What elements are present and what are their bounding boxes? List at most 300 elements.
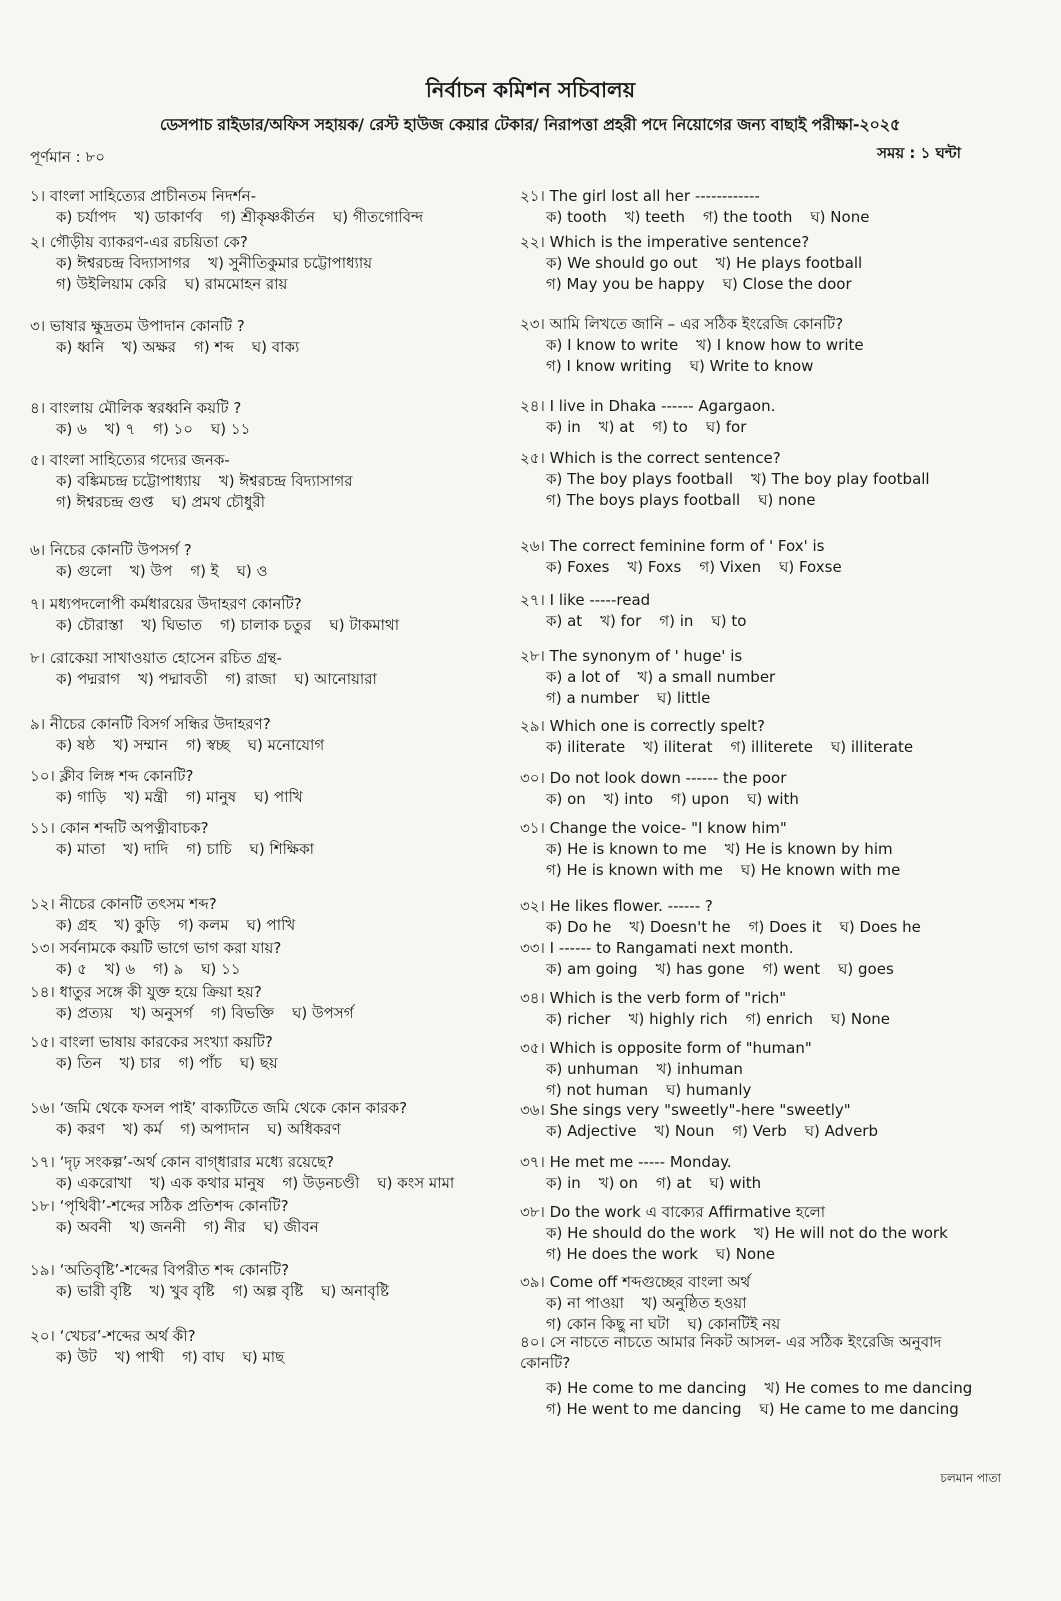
answer-option: খ) চার [119, 1054, 161, 1072]
answer-option: ক) He is known to me [546, 840, 707, 858]
answer-option: গ) the tooth [702, 208, 793, 226]
answer-option: ক) We should go out [546, 254, 698, 272]
answer-option: খ) teeth [624, 208, 685, 226]
answer-option: ক) richer [546, 1010, 611, 1028]
question-item [520, 1202, 1020, 1265]
answer-option: গ) ঈশ্বরচন্দ্র গুপ্ত [56, 493, 154, 511]
question-item [30, 316, 500, 358]
answer-option: ক) গাড়ি [56, 788, 107, 806]
answer-options [520, 207, 1020, 228]
answer-option: গ) কোন কিছু না ঘটা [546, 1315, 670, 1333]
question-item [520, 1038, 1020, 1101]
question-item [30, 1196, 500, 1238]
answer-options [30, 1347, 500, 1368]
answer-options [520, 959, 1020, 980]
answer-option: খ) সুনীতিকুমার চট্টোপাধ্যায় [208, 254, 373, 272]
answer-options [30, 787, 500, 808]
answer-options [520, 917, 1020, 938]
answer-option: ক) চৌরাস্তা [56, 616, 124, 634]
answer-option: গ) বাঘ [182, 1348, 225, 1366]
answer-option: গ) He is known with me [546, 861, 723, 879]
option-row [546, 1009, 1020, 1030]
answer-options [30, 1003, 500, 1024]
option-row [56, 839, 500, 860]
option-row [546, 688, 1020, 709]
answer-option: ঘ) বাক্য [251, 338, 300, 356]
answer-option: ঘ) পাখি [246, 916, 296, 934]
answer-option: ঘ) illiterate [830, 738, 914, 756]
answer-option: ঘ) Does he [839, 918, 921, 936]
answer-option: গ) He went to me dancing [546, 1400, 742, 1418]
answer-option: খ) অক্ষর [122, 338, 177, 356]
option-row [56, 1003, 500, 1024]
answer-options [520, 469, 1020, 511]
full-marks: পূর্ণমান : ৮০ [30, 148, 105, 166]
answer-option: ঘ) রামমোহন রায় [184, 275, 288, 293]
question-text: ১৮। ‘পৃথিবী’-শব্দের সঠিক প্রতিশব্দ কোনটি? [30, 1197, 289, 1215]
answer-option: ঘ) ছয় [239, 1054, 278, 1072]
question-item [30, 714, 500, 756]
page-title: নির্বাচন কমিশন সচিবালয় [425, 78, 636, 102]
answer-option: গ) Vixen [699, 558, 762, 576]
answer-option: ঘ) to [711, 612, 747, 630]
answer-option: খ) পাখী [114, 1348, 165, 1366]
answer-option: ক) a lot of [546, 668, 620, 686]
answer-option: খ) মন্ত্রী [124, 788, 168, 806]
answer-option: ক) তিন [56, 1054, 102, 1072]
answer-options [520, 1293, 1020, 1335]
option-row [56, 1347, 500, 1368]
answer-option: গ) অপাদান [180, 1120, 250, 1138]
option-row [546, 667, 1020, 688]
answer-option: ক) ভারী বৃষ্টি [56, 1282, 132, 1300]
answer-option: ঘ) humanly [666, 1081, 752, 1099]
question-item [520, 896, 1020, 938]
question-item [520, 186, 1020, 228]
answer-option: খ) কুড়ি [114, 916, 161, 934]
answer-option: ক) গুলো [56, 562, 112, 580]
answer-option: খ) has gone [655, 960, 745, 978]
answer-option: খ) অনুষ্ঠিত হওয়া [641, 1294, 747, 1312]
option-row [546, 274, 1020, 295]
answer-option: গ) স্বচ্ছ [186, 736, 230, 754]
option-row [546, 207, 1020, 228]
answer-option: গ) at [655, 1174, 692, 1192]
answer-option: গ) May you be happy [546, 275, 705, 293]
question-text: ১০। ক্লীব লিঙ্গ শব্দ কোনটি? [30, 767, 194, 785]
question-text: ৩৯। Come off শব্দগুচ্ছের বাংলা অর্থ [520, 1273, 751, 1291]
answer-option: খ) into [603, 790, 654, 808]
option-row [56, 207, 500, 228]
question-item [30, 232, 500, 295]
question-text-continued: কোনটি? [520, 1354, 571, 1372]
option-row [546, 1223, 1020, 1244]
answer-option: গ) Verb [732, 1122, 787, 1140]
option-row [56, 1119, 500, 1140]
question-text: ১। বাংলা সাহিত্যের প্রাচীনতম নিদর্শন- [30, 187, 256, 205]
question-item [30, 1152, 500, 1194]
answer-option: গ) বিভক্তি [210, 1004, 275, 1022]
option-row [546, 1293, 1020, 1314]
question-text: ৩। ভাষার ক্ষুদ্রতম উপাদান কোনটি ? [30, 317, 245, 335]
question-text: ৩১। Change the voice- "I know him" [520, 819, 787, 837]
answer-option: খ) I know how to write [696, 336, 864, 354]
answer-option: গ) upon [671, 790, 730, 808]
answer-option: ক) in [546, 418, 581, 436]
question-item [30, 938, 500, 980]
answer-option: ক) প্রত্যয় [56, 1004, 113, 1022]
answer-options [30, 959, 500, 980]
option-row [56, 735, 500, 756]
answer-option: গ) ই [190, 562, 219, 580]
answer-option: খ) He comes to me dancing [764, 1379, 973, 1397]
answer-option: গ) in [659, 612, 694, 630]
answer-option: গ) The boys plays football [546, 491, 741, 509]
question-item [30, 982, 500, 1024]
answer-option: খ) খুব বৃষ্টি [149, 1282, 215, 1300]
answer-options [520, 557, 1020, 578]
answer-option: ক) Foxes [546, 558, 610, 576]
question-item [520, 448, 1020, 511]
answer-option: ঘ) জীবন [263, 1218, 319, 1236]
option-row [546, 959, 1020, 980]
question-item [30, 1260, 500, 1302]
question-text: ৩৭। He met me ----- Monday. [520, 1153, 732, 1171]
option-row [56, 615, 500, 636]
question-text: ১৩। সর্বনামকে কয়টি ভাগে ভাগ করা যায়? [30, 939, 282, 957]
question-text: ১৯। ‘অতিবৃষ্টি’-শব্দের বিপরীত শব্দ কোনটি? [30, 1261, 290, 1279]
question-text: ২৭। I like -----read [520, 591, 651, 609]
answer-option: ঘ) কোনটিই নয় [687, 1315, 781, 1333]
question-text: ৩২। He likes flower. ------ ? [520, 897, 713, 915]
option-row [56, 274, 500, 295]
answer-option: ক) Adjective [546, 1122, 637, 1140]
answer-options [30, 207, 500, 228]
answer-option: ঘ) গীতগোবিন্দ [332, 208, 424, 226]
answer-option: ক) I know to write [546, 336, 679, 354]
answer-option: ঘ) কংস মামা [377, 1174, 455, 1192]
answer-option: খ) Noun [654, 1122, 715, 1140]
option-row [546, 335, 1020, 356]
answer-option: ক) ধ্বনি [56, 338, 105, 356]
option-row [56, 1053, 500, 1074]
answer-option: খ) এক কথার মানুষ [149, 1174, 265, 1192]
option-row [546, 789, 1020, 810]
answer-option: গ) I know writing [546, 357, 672, 375]
question-item [520, 768, 1020, 810]
answer-options [520, 1121, 1020, 1142]
option-row [56, 253, 500, 274]
answer-option: খ) a small number [637, 668, 776, 686]
answer-option: খ) দাদি [123, 840, 169, 858]
answer-option: ক) unhuman [546, 1060, 639, 1078]
question-item [30, 398, 500, 440]
answer-option: খ) Doesn't he [629, 918, 731, 936]
question-item [520, 1152, 1020, 1194]
answer-option: ঘ) None [810, 208, 870, 226]
option-row [56, 471, 500, 492]
answer-option: ক) উট [56, 1348, 97, 1366]
answer-option: ঘ) None [830, 1010, 890, 1028]
answer-option: গ) উইলিয়াম কেরি [56, 275, 167, 293]
answer-option: ক) in [546, 1174, 581, 1192]
option-row [546, 1059, 1020, 1080]
answer-option: ঘ) He came to me dancing [759, 1400, 959, 1418]
question-text: ২২। Which is the imperative sentence? [520, 233, 810, 251]
answer-options [30, 839, 500, 860]
question-text: ৩৮। Do the work এ বাক্যের Affirmative হলো [520, 1203, 826, 1221]
question-item [30, 766, 500, 808]
answer-option: খ) জননী [129, 1218, 186, 1236]
answer-option: ঘ) পাখি [254, 788, 303, 806]
question-text: ২৮। The synonym of ' huge' is [520, 647, 743, 665]
question-item [30, 1098, 500, 1140]
option-row [56, 959, 500, 980]
answer-option: ঘ) none [758, 491, 816, 509]
option-row [546, 1378, 1020, 1399]
option-row [56, 337, 500, 358]
answer-option: গ) মানুষ [185, 788, 237, 806]
option-row [56, 561, 500, 582]
answer-option: খ) সম্মান [113, 736, 168, 754]
answer-option: ক) না পাওয়া [546, 1294, 624, 1312]
question-text: ২৯। Which one is correctly spelt? [520, 717, 765, 735]
question-item [520, 938, 1020, 980]
answer-option: ক) iliterate [546, 738, 626, 756]
question-text: ১২। নীচের কোনটি তৎসম শব্দ? [30, 895, 217, 913]
answer-options [30, 337, 500, 358]
answer-option: গ) Does it [748, 918, 822, 936]
option-row [56, 1281, 500, 1302]
answer-option: ক) একরোখা [56, 1174, 132, 1192]
option-row [546, 1121, 1020, 1142]
option-row [546, 469, 1020, 490]
answer-option: ঘ) অধিকরণ [267, 1120, 341, 1138]
answer-options [520, 253, 1020, 295]
question-item [520, 988, 1020, 1030]
answer-options [30, 1053, 500, 1074]
question-text: ২৪। I live in Dhaka ------ Agargaon. [520, 397, 776, 415]
question-text: ১১। কোন শব্দটি অপত্নীবাচক? [30, 819, 209, 837]
answer-option: গ) চাচি [186, 840, 232, 858]
answer-option: গ) রাজা [225, 670, 277, 688]
answer-options [520, 839, 1020, 881]
question-item [30, 1326, 500, 1368]
question-text: ৪০। সে নাচতে নাচতে আমার নিকট আসল- এর সঠিক ইংরেজি অনুবাদ [520, 1333, 942, 1351]
answer-option: ক) করণ [56, 1120, 105, 1138]
answer-options [30, 615, 500, 636]
answer-options [30, 1119, 500, 1140]
option-row [546, 1173, 1020, 1194]
answer-option: ক) He should do the work [546, 1224, 737, 1242]
answer-option: ঘ) Foxse [779, 558, 842, 576]
answer-option: খ) on [598, 1174, 638, 1192]
answer-option: গ) not human [546, 1081, 649, 1099]
question-text: ৩৩। I ------ to Rangamati next month. [520, 939, 794, 957]
answer-options [30, 1281, 500, 1302]
option-row [56, 787, 500, 808]
question-text: ২৬। The correct feminine form of ' Fox' is [520, 537, 825, 555]
question-item [520, 646, 1020, 709]
option-row [546, 1244, 1020, 1265]
answer-options [30, 419, 500, 440]
answer-option: খ) পদ্মাবতী [138, 670, 208, 688]
answer-option: গ) চালাক চতুর [220, 616, 312, 634]
answer-option: ঘ) Adverb [804, 1122, 878, 1140]
answer-option: ঘ) মনোযোগ [247, 736, 325, 754]
option-row [546, 611, 1020, 632]
question-text: ২৫। Which is the correct sentence? [520, 449, 781, 467]
answer-options [520, 789, 1020, 810]
option-row [56, 419, 500, 440]
option-row [546, 1399, 1020, 1420]
answer-option: গ) went [762, 960, 821, 978]
answer-options [30, 471, 500, 513]
question-text: ৩৪। Which is the verb form of "rich" [520, 989, 787, 1007]
answer-option: গ) illiterete [730, 738, 813, 756]
answer-option: খ) for [600, 612, 642, 630]
exam-time: সময় : ১ ঘন্টা [877, 144, 961, 162]
option-row [56, 1173, 500, 1194]
answer-option: ঘ) ১১ [201, 960, 241, 978]
exam-subtitle: ডেসপাচ রাইডার/অফিস সহায়ক/ রেস্ট হাউজ কেয়ার টেকার/ নিরাপত্তা প্রহরী পদে নিয়োগের জন্য বাছাই পরীক্ষা-২০২৫ [159, 115, 901, 134]
option-row [56, 492, 500, 513]
answer-option: ক) গ্রহ [56, 916, 97, 934]
question-text: ২১। The girl lost all her ------------ [520, 187, 760, 205]
question-text: ৩৫। Which is opposite form of "human" [520, 1039, 812, 1057]
answer-option: গ) enrich [745, 1010, 813, 1028]
answer-option: গ) অল্প বৃষ্টি [232, 1282, 304, 1300]
answer-option: খ) Foxs [627, 558, 682, 576]
answer-option: ঘ) ১১ [211, 420, 251, 438]
answer-option: ঘ) মাছ [242, 1348, 285, 1366]
question-item [30, 594, 500, 636]
question-text: ৪। বাংলায় মৌলিক স্বরধ্বনি কয়টি ? [30, 399, 242, 417]
answer-option: খ) highly rich [628, 1010, 728, 1028]
question-item [30, 186, 500, 228]
question-text: ১৭। ‘দৃঢ় সংকল্প’-অর্থ কোন বাগ্‌ধারার মধ্যে রয়েছে? [30, 1153, 335, 1171]
answer-option: ক) The boy plays football [546, 470, 734, 488]
question-text: ২। গৌড়ীয় ব্যাকরণ-এর রচয়িতা কে? [30, 233, 248, 251]
answer-option: খ) The boy play football [751, 470, 930, 488]
answer-option: ঘ) Close the door [722, 275, 852, 293]
answer-option: ক) ৫ [56, 960, 87, 978]
answer-option: খ) অনুসর্গ [130, 1004, 193, 1022]
answer-option: ক) ষষ্ঠ [56, 736, 96, 754]
answer-option: ক) on [546, 790, 586, 808]
question-item [30, 540, 500, 582]
answer-options [30, 1217, 500, 1238]
answer-option: ঘ) আনোয়ারা [294, 670, 377, 688]
answer-option: খ) ঈশ্বরচন্দ্র বিদ্যাসাগর [218, 472, 353, 490]
answer-option: ক) অবনী [56, 1218, 112, 1236]
question-text: ৩৬। She sings very "sweetly"-here "sweetly" [520, 1101, 851, 1119]
answer-options [30, 561, 500, 582]
answer-option: গ) He does the work [546, 1245, 698, 1263]
answer-options [520, 1009, 1020, 1030]
option-row [546, 557, 1020, 578]
answer-options [520, 611, 1020, 632]
question-item [30, 894, 500, 936]
option-row [546, 253, 1020, 274]
answer-option: খ) উপ [129, 562, 173, 580]
answer-option: গ) ৯ [153, 960, 184, 978]
option-row [56, 1217, 500, 1238]
question-text: ২০। ‘খেচর’-শব্দের অর্থ কী? [30, 1327, 196, 1345]
answer-options [520, 1173, 1020, 1194]
question-text: ৬। নিচের কোনটি উপসর্গ ? [30, 541, 192, 559]
answer-options [520, 667, 1020, 709]
answer-option: খ) iliterat [643, 738, 713, 756]
answer-options [30, 253, 500, 295]
option-row [546, 417, 1020, 438]
answer-option: ঘ) শিক্ষিকা [249, 840, 314, 858]
question-text: ৭। মধ্যপদলোপী কর্মধারয়ের উদাহরণ কোনটি? [30, 595, 302, 613]
answer-option: ক) ৬ [56, 420, 87, 438]
answer-option: ক) ঈশ্বরচন্দ্র বিদ্যাসাগর [56, 254, 191, 272]
option-row [546, 490, 1020, 511]
answer-option: ঘ) ও [236, 562, 268, 580]
option-row [56, 915, 500, 936]
answer-options [520, 1223, 1020, 1265]
question-text: ২৩। আমি লিখতে জানি – এর সঠিক ইংরেজি কোনটি? [520, 315, 844, 333]
question-item [30, 648, 500, 690]
answer-option: গ) নীর [203, 1218, 246, 1236]
answer-option: ঘ) টাকমাথা [329, 616, 400, 634]
answer-option: খ) He is known by him [724, 840, 893, 858]
question-item [520, 396, 1020, 438]
answer-option: গ) a number [546, 689, 639, 707]
question-text: ৮। রোকেয়া সাখাওয়াত হোসেন রচিত গ্রন্থ- [30, 649, 282, 667]
answer-option: খ) ৭ [104, 420, 136, 438]
answer-option: ক) বঙ্কিমচন্দ্র চট্টোপাধ্যায় [56, 472, 201, 490]
answer-option: গ) ১০ [153, 420, 194, 438]
answer-option: ক) Do he [546, 918, 612, 936]
continued-note: চলমান পাতা [940, 1471, 1001, 1485]
question-text: ১৬। ‘জমি থেকে ফসল পাই’ বাক্যটিতে জমি থেকে কোন কারক? [30, 1099, 408, 1117]
question-text: ৩০। Do not look down ------ the poor [520, 769, 787, 787]
question-item [520, 716, 1020, 758]
question-text: ১৫। বাংলা ভাষায় কারকের সংখ্যা কয়টি? [30, 1033, 273, 1051]
answer-option: গ) শ্রীকৃষ্ণকীর্তন [220, 208, 315, 226]
answer-options [30, 1173, 500, 1194]
question-item [520, 818, 1020, 881]
answer-options [30, 915, 500, 936]
answer-option: খ) inhuman [656, 1060, 743, 1078]
answer-options [520, 1378, 1020, 1420]
answer-option: ঘ) He known with me [740, 861, 901, 879]
answer-option: ক) tooth [546, 208, 607, 226]
answer-option: ক) চর্যাপদ [56, 208, 117, 226]
question-item [520, 232, 1020, 295]
answer-options [520, 335, 1020, 377]
answer-option: ঘ) Write to know [689, 357, 814, 375]
question-text: ১৪। ধাতুর সঙ্গে কী যুক্ত হয়ে ক্রিয়া হয়? [30, 983, 262, 1001]
question-text: ৯। নীচের কোনটি বিসর্গ সন্ধির উদাহরণ? [30, 715, 271, 733]
question-item [30, 1032, 500, 1074]
answer-option: খ) He plays football [715, 254, 863, 272]
question-item [30, 450, 500, 513]
answer-options [520, 417, 1020, 438]
answer-option: ক) He come to me dancing [546, 1379, 747, 1397]
answer-option: গ) উড়নচণ্ডী [282, 1174, 360, 1192]
answer-option: গ) to [652, 418, 688, 436]
answer-option: ঘ) goes [838, 960, 894, 978]
answer-option: ঘ) None [715, 1245, 775, 1263]
answer-option: ঘ) little [656, 689, 711, 707]
option-row [546, 839, 1020, 860]
option-row [546, 917, 1020, 938]
